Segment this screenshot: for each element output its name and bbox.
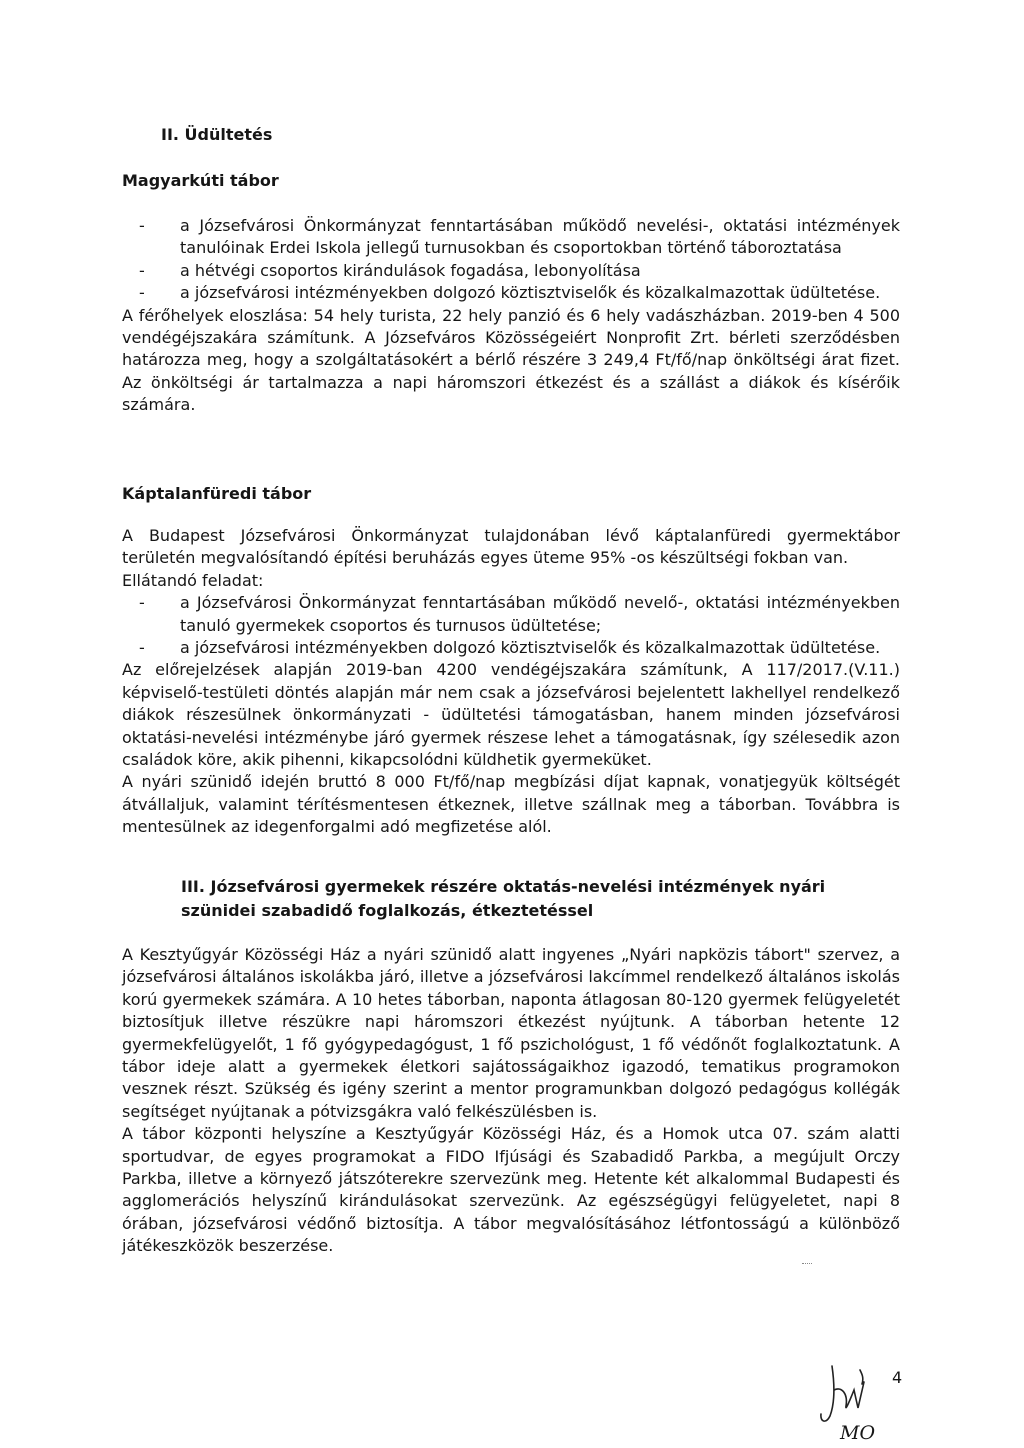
section-3-paragraph-2: A tábor központi helyszíne a Kesztyűgyár Közösségi Ház, és a Homok utca 07. szám alatti sportudvar, de egyes programokat a FIDO Ifjúsági és Szabadidő Parkba, a megújult Orczy Parkba, illetve a környező játszóterekre szervezünk meg. Hetente két alkalommal Budapesti és agglomerációs helyszínű kirándulásokat szervezünk. Az egészségügyi felügyeletet, napi 8 órában, józsefvárosi védőnő biztosítja. A tábor megvalósításához létfontosságú a különböző játékeszközök beszerzése. (122, 1124, 900, 1256)
kaptalanfured-bullet-list (122, 592, 900, 659)
magyarkut-content (122, 215, 900, 417)
list-item: - a józsefvárosi intézményekben dolgozó köztisztviselők és közalkalmazottak üdültetése. (180, 282, 900, 304)
kaptalanfured-title: Káptalanfüredi tábor (122, 484, 312, 503)
list-item: - a józsefvárosi intézményekben dolgozó köztisztviselők és közalkalmazottak üdültetése. (180, 637, 900, 659)
magyarkut-bullet-list (122, 215, 900, 305)
list-item: - a Józsefvárosi Önkormányzat fenntartásában működő nevelési-, oktatási intézmények tanulóinak Erdei Iskola jellegű turnusokban és csoportokban történő táboroztatása (180, 215, 900, 260)
magyarkut-title: Magyarkúti tábor (122, 171, 279, 190)
page-number: 4 (892, 1368, 903, 1387)
task-label: Ellátandó feladat: (122, 570, 264, 590)
kaptalanfured-intro: A Budapest Józsefvárosi Önkormányzat tulajdonában lévő káptalanfüredi gyermektábor területén megvalósítandó építési beruházás egyes üteme 95% -os készültségi fokban van. (122, 526, 900, 568)
magyarkut-paragraph: A férőhelyek eloszlása: 54 hely turista, 22 hely panzió és 6 hely vadászházban. 2019-ben 4 500 vendégéjszakára számítunk. A Józsefváros Közösségeiért Nonprofit Zrt. bérleti szerződésben határozza meg, hogy a szolgáltatásokért a bérlő részére 3 249,4 Ft/fő/nap önköltségi árat fizet. Az önköltségi ár tartalmazza a napi háromszori étkezést és a szállást a diákok és kísérőik számára. (122, 305, 900, 415)
handwritten-mark: MO (840, 1422, 876, 1444)
list-item: - a Józsefvárosi Önkormányzat fenntartásában működő nevelő-, oktatási intézményekben tanuló gyermekek csoportos és turnusos üdültetése; (180, 592, 900, 637)
list-item: - a hétvégi csoportos kirándulások fogadása, lebonyolítása (180, 260, 900, 282)
section-3-title: III. Józsefvárosi gyermekek részére oktatás-nevelési intézmények nyári szünidei szabadidő foglalkozás, étkeztetéssel (181, 877, 826, 920)
kaptalanfured-paragraph-1: Az előrejelzések alapján 2019-ban 4200 vendégéjszakára számítunk, A 117/2017.(V.11.) képviselő-testületi döntés alapján már nem csak a józsefvárosi bejelentett lakhellyel rendelkező diákok részesülnek önkormányzati - üdültetési támogatásban, hanem minden józsefvárosi oktatási-nevelési intézménybe járó gyermek részese lehet a támogatásnak, így szélesedik azon családok köre, akik pihenni, kikapcsolódni küldhetik gyermeküket. (122, 660, 900, 770)
section-3-paragraph-1: A Kesztyűgyár Közösségi Ház a nyári szünidő alatt ingyenes „Nyári napközis tábort" szervez, a józsefvárosi általános iskolákba járó, illetve a józsefvárosi lakcímmel rendelkező általános iskolás korú gyermekek számára. A 10 hetes táborban, naponta átlagosan 80-120 gyermek felügyeletét biztosítjuk illetve részükre napi háromszori étkezést nyújtunk. A táborban hetente 12 gyermekfelügyelőt, 1 fő gyógypedagógust, 1 fő pszichológust, 1 fő védőnőt foglalkoztatunk. A tábor ideje alatt a gyermekek életkori sajátosságaikhoz igazodó, tematikus programokon vesznek részt. Szükség és igény szerint a mentor programunkban dolgozó pedagógus kollégák segítséget nyújtanak a pótvizsgákra való felkészülésben is. (122, 945, 900, 1121)
stray-dot (802, 1263, 812, 1265)
section-3-content (122, 944, 900, 1258)
section-2-title: II. Üdültetés (161, 125, 273, 144)
kaptalanfured-content (122, 525, 900, 839)
kaptalanfured-paragraph-2: A nyári szünidő idején bruttó 8 000 Ft/fő/nap megbízási díjat kapnak, vonatjegyük költségét átvállaljuk, valamint térítésmentesen étkeznek, illetve szállnak meg a táborban. Továbbra is mentesülnek az idegenforgalmi adó megfizetése alól. (122, 772, 900, 837)
